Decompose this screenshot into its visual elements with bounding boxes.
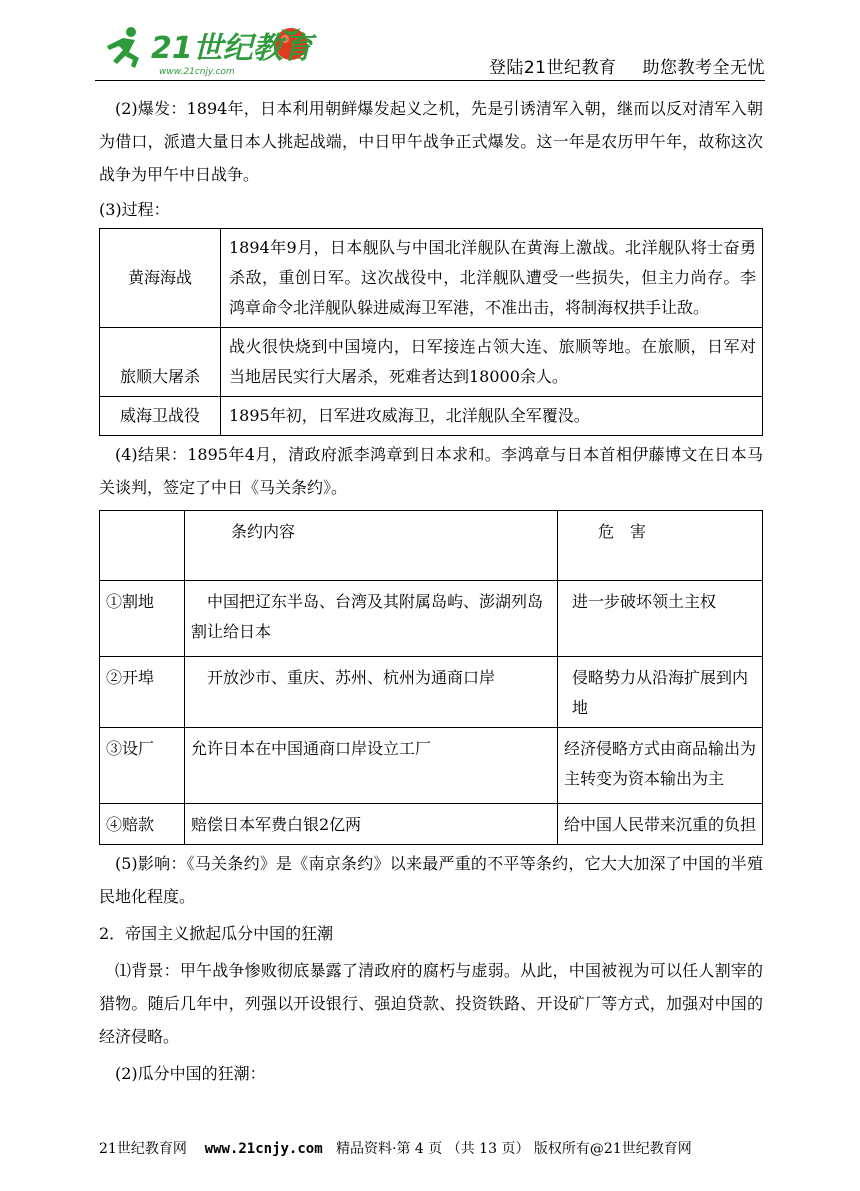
process-name: 威海卫战役	[100, 397, 221, 436]
treaty-item: ②开埠	[100, 657, 185, 728]
paragraph-result: (4)结果：1895年4月，清政府派李鸿章到日本求和。李鸿章与日本首相伊藤博文在日本马关谈判，签定了中日《马关条约》。	[99, 445, 763, 497]
paragraph-outbreak: (2)爆发：1894年，日本利用朝鲜爆发起义之机，先是引诱清军入朝，继而以反对清军入朝为借口，派遣大量日本人挑起战端，中日甲午战争正式爆发。这一年是农历甲午年，故称这次战争为甲午中日战争。	[99, 99, 763, 184]
table-row	[100, 728, 763, 804]
table-row	[100, 397, 763, 436]
table-header-cell: 条约内容	[185, 511, 558, 581]
treaty-content: 开放沙市、重庆、苏州、杭州为通商口岸	[185, 657, 558, 728]
table-row	[100, 581, 763, 657]
paragraph-impact: (5)影响：《马关条约》是《南京条约》以来最严重的不平等条约，它大大加深了中国的半殖民地化程度。	[99, 854, 763, 906]
paragraph-partition: (2)瓜分中国的狂潮：	[115, 1064, 266, 1083]
process-desc: 战火很快烧到中国境内，日军接连占领大连、旅顺等地。在旅顺，日军对当地居民实行大屠杀，死难者达到18000余人。	[221, 328, 763, 397]
footer-site-link[interactable]: www.21cnjy.com	[204, 1141, 323, 1157]
treaty-item: ①割地	[100, 581, 185, 657]
treaty-content: 允许日本在中国通商口岸设立工厂	[185, 728, 558, 804]
paragraph-background: ⑴背景：甲午战争惨败彻底暴露了清政府的腐朽与虚弱。从此，中国被视为可以任人割宰的猎物。随后几年中，列强以开设银行、强迫贷款、投资铁路、开设矿厂等方式，加强对中国的经济侵略。	[99, 961, 763, 1046]
table-row	[100, 328, 763, 397]
table-row	[100, 229, 763, 328]
treaty-content: 赔偿日本军费白银2亿两	[185, 804, 558, 845]
header-slogan	[489, 53, 765, 78]
table-header-cell	[100, 511, 185, 581]
table-row	[100, 657, 763, 728]
treaty-harm: 侵略势力从沿海扩展到内地	[558, 657, 763, 728]
treaty-harm: 给中国人民带来沉重的负担	[558, 804, 763, 845]
logo-graphic	[95, 18, 325, 80]
page-footer	[99, 1138, 769, 1158]
page-header	[95, 18, 765, 80]
logo-url: www.21cnjy.com	[159, 67, 235, 77]
table-header-cell: 危 害	[558, 511, 763, 581]
treaty-item: ④赔款	[100, 804, 185, 845]
process-name: 黄海海战	[100, 229, 221, 328]
footer-org: 21世纪教育网	[99, 1141, 187, 1157]
paragraph-process-heading: (3)过程：	[99, 200, 170, 219]
section-2-title: 2．帝国主义掀起瓜分中国的狂潮	[99, 924, 334, 943]
process-desc: 1894年9月，日本舰队与中国北洋舰队在黄海上激战。北洋舰队将士奋勇杀敌，重创日军。这次战役中，北洋舰队遭受一些损失，但主力尚存。李鸿章命令北洋舰队躲进威海卫军港，不准出击，将制海权拱手让敌。	[221, 229, 763, 328]
treaty-harm: 经济侵略方式由商品输出为主转变为资本输出为主	[558, 728, 763, 804]
table-header-row	[100, 511, 763, 581]
treaty-harm: 进一步破坏领土主权	[558, 581, 763, 657]
header-divider	[95, 80, 765, 81]
table-row	[100, 804, 763, 845]
process-table	[99, 228, 763, 436]
footer-info: 精品资料·第 4 页 （共 13 页） 版权所有@21世纪教育网	[336, 1141, 692, 1157]
slogan-right: 助您教考全无忧	[642, 58, 765, 78]
treaty-table	[99, 510, 763, 845]
document-body	[99, 92, 763, 1090]
slogan-left: 登陆21世纪教育	[488, 58, 617, 78]
running-figure-icon	[107, 27, 139, 68]
site-logo[interactable]	[95, 18, 325, 80]
logo-text: 21世纪教育	[151, 31, 313, 66]
treaty-content: 中国把辽东半岛、台湾及其附属岛屿、澎湖列岛割让给日本	[185, 581, 558, 657]
treaty-item: ③设厂	[100, 728, 185, 804]
process-desc: 1895年初，日军进攻威海卫，北洋舰队全军覆没。	[221, 397, 763, 436]
process-name: 旅顺大屠杀	[100, 328, 221, 397]
